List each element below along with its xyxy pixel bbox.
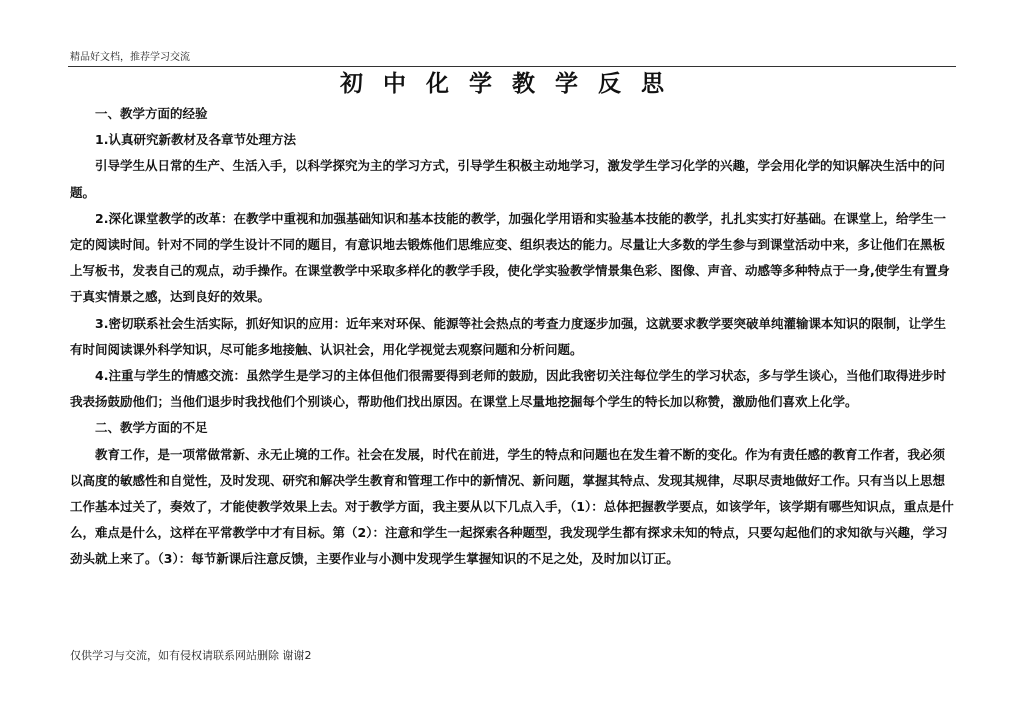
header-note: 精品好文档，推荐学习交流 <box>70 52 190 63</box>
section1-heading: 一、教学方面的经验 <box>95 106 208 121</box>
item3-paragraph: 3.密切联系社会生活实际，抓好知识的应用：近年来对环保、能源等社会热点的考查力度逐步加强，这就要求教学要突破单纯灌输课本知识的限制，让学生有时间阅读课外科学知识，尽可能多地接触、认识社会，用化学视觉去观察问题和分析问题。 <box>70 315 946 357</box>
footer-note: 仅供学习与交流，如有侵权请联系网站删除 谢谢2 <box>70 649 312 662</box>
document-title: 初中化学教学反思 <box>340 71 684 97</box>
item1-paragraph: 引导学生从日常的生产、生活入手，以科学探究为主的学习方式，引导学生积极主动地学习，激发学生学习化学的兴趣，学会用化学的知识解决生活中的问题。 <box>70 158 946 200</box>
item2-paragraph: 2.深化课堂教学的改革：在教学中重视和加强基础知识和基本技能的教学，加强化学用语和实验基本技能的教学，扎扎实实打好基础。在课堂上，给学生一定的阅读时间。针对不同的学生设计不同的题目，有意识地去锻炼他们思维应变、组织表达的能力。尽量让大多数的学生参与到课堂活动中来，多让他们在黑板上写板书，发表自己的观点，动手操作。在课堂教学中采取多样化的教学手段，使化学实验教学情景集色彩、图像、声音、动感等多种特点于一身,使学生有置身于真实情景之感，达到良好的效果。 <box>70 210 950 305</box>
section2-heading: 二、教学方面的不足 <box>95 420 208 436</box>
section2-paragraph: 教育工作，是一项常做常新、永无止境的工作。社会在发展，时代在前进，学生的特点和问题也在发生着不断的变化。作为有责任感的教育工作者，我必须以高度的敏感性和自觉性，及时发现、研究和解决学生教育和管理工作中的新情况、新问题，掌握其特点、发现其规律，尽职尽责地做好工作。只有当以上思想工作基本过关了，奏效了，才能使教学效果上去。对于教学方面，我主要从以下几点入手，（1）：总体把握教学要点，如该学年，该学期有哪些知识点，重点是什么，难点是什么，这样在平常教学中才有目标。第（2）：注意和学生一起探索各种题型，我发现学生都有探求未知的特点，只要勾起他们的求知欲与兴趣，学习劲头就上来了。（3）：每节新课后注意反馈，主要作业与小测中发现学生掌握知识的不足之处，及时加以订正。 <box>70 446 954 567</box>
item1-heading: 1.认真研究新教材及各章节处理方法 <box>95 132 296 148</box>
item4-paragraph: 4.注重与学生的情感交流：虽然学生是学习的主体但他们很需要得到老师的鼓励，因此我密切关注每位学生的学习状态，多与学生谈心，当他们取得进步时我表扬鼓励他们；当他们退步时我找他们个别谈心，帮助他们找出原因。在课堂上尽量地挖掘每个学生的特长加以称赞，激励他们喜欢上化学。 <box>70 368 946 410</box>
document-body <box>70 101 956 573</box>
header-divider <box>68 66 956 67</box>
